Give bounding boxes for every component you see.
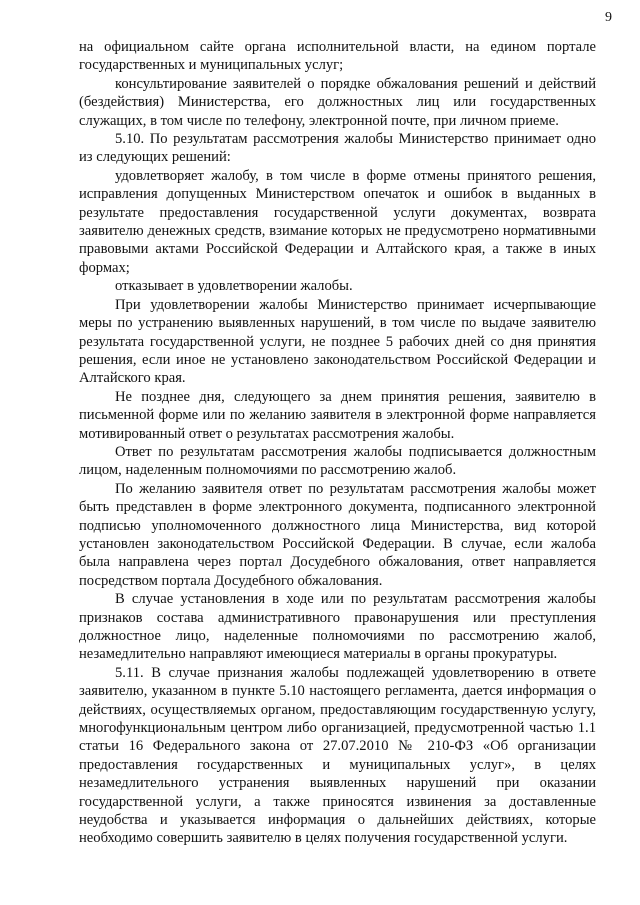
page-number: 9 (605, 10, 612, 25)
paragraph-website-portal: на официальном сайте органа исполнительной власти, на едином портале государственных и муниципальных услуг; (79, 39, 596, 74)
paragraph-5-10: 5.10. По результатам рассмотрения жалобы Министерство принимает одно из следующих решений: (79, 131, 596, 166)
paragraph-consulting: консультирование заявителей о порядке обжалования решений и действий (бездействия) Министерства, его должностных лиц или государственных служащих, в том числе по телефону, электронной почте, при личном приеме. (79, 75, 596, 129)
paragraph-refuses-complaint: отказывает в удовлетворении жалобы. (115, 278, 353, 295)
paragraph-reasoned-response: Не позднее дня, следующего за днем принятия решения, заявителю в письменной форме или по желанию заявителя в электронной форме направляется мотивированный ответ о результатах рассмотрения жалобы. (79, 388, 596, 442)
paragraph-response-signed: Ответ по результатам рассмотрения жалобы подписывается должностным лицом, наделенным полномочиями по рассмотрению жалоб. (79, 443, 596, 479)
paragraph-electronic-response: По желанию заявителя ответ по результатам рассмотрения жалобы может быть представлен в форме электронного документа, подписанного электронной подписью уполномоченного должностного лица Министерства, вид которой установлен законодательством Российской Федерации. В случае, если жалоба была направлена через портал Досудебного обжалования, ответ направляется посредством портала Досудебного обжалования. (79, 480, 596, 589)
paragraph-remedial-measures: При удовлетворении жалобы Министерство принимает исчерпывающие меры по устранению выявленных нарушений, в том числе по выдаче заявителю результата государственной услуги, не позднее 5 рабочих дней со дня принятия решения, если иное не установлено законодательством Российской Федерации и Алтайского края. (79, 296, 596, 387)
document-body (79, 38, 596, 848)
paragraph-satisfies-complaint: удовлетворяет жалобу, в том числе в форме отмены принятого решения, исправления допущенных Министерством опечаток и ошибок в выданных в результате предоставления государственной услуги документах, возврата заявителю денежных средств, взимание которых не предусмотрено нормативными правовыми актами Российской Федерации и Алтайского края, а также в иных формах; (79, 167, 596, 276)
paragraph-prosecution-referral: В случае установления в ходе или по результатам рассмотрения жалобы признаков состава административного правонарушения или преступления должностное лицо, наделенные полномочиями по рассмотрению жалоб, незамедлительно направляют имеющиеся материалы в органы прокуратуры. (79, 591, 596, 663)
paragraph-5-11: 5.11. В случае признания жалобы подлежащей удовлетворению в ответе заявителю, указанном в пункте 5.10 настоящего регламента, дается информация о действиях, осуществляемых органом, предоставляющим государственную услугу, многофункциональным центром либо организацией, предусмотренной частью 1.1 статьи 16 Федерального закона от 27.07.2010 № 210-ФЗ «Об организации предоставления государственных и муниципальных услуг», в целях незамедлительного устранения выявленных нарушений при оказании государственной услуги, а также приносятся извинения за доставленные неудобства и указывается информация о дальнейших действиях, которые необходимо совершить заявителю в целях получения государственной услуги. (79, 664, 596, 847)
